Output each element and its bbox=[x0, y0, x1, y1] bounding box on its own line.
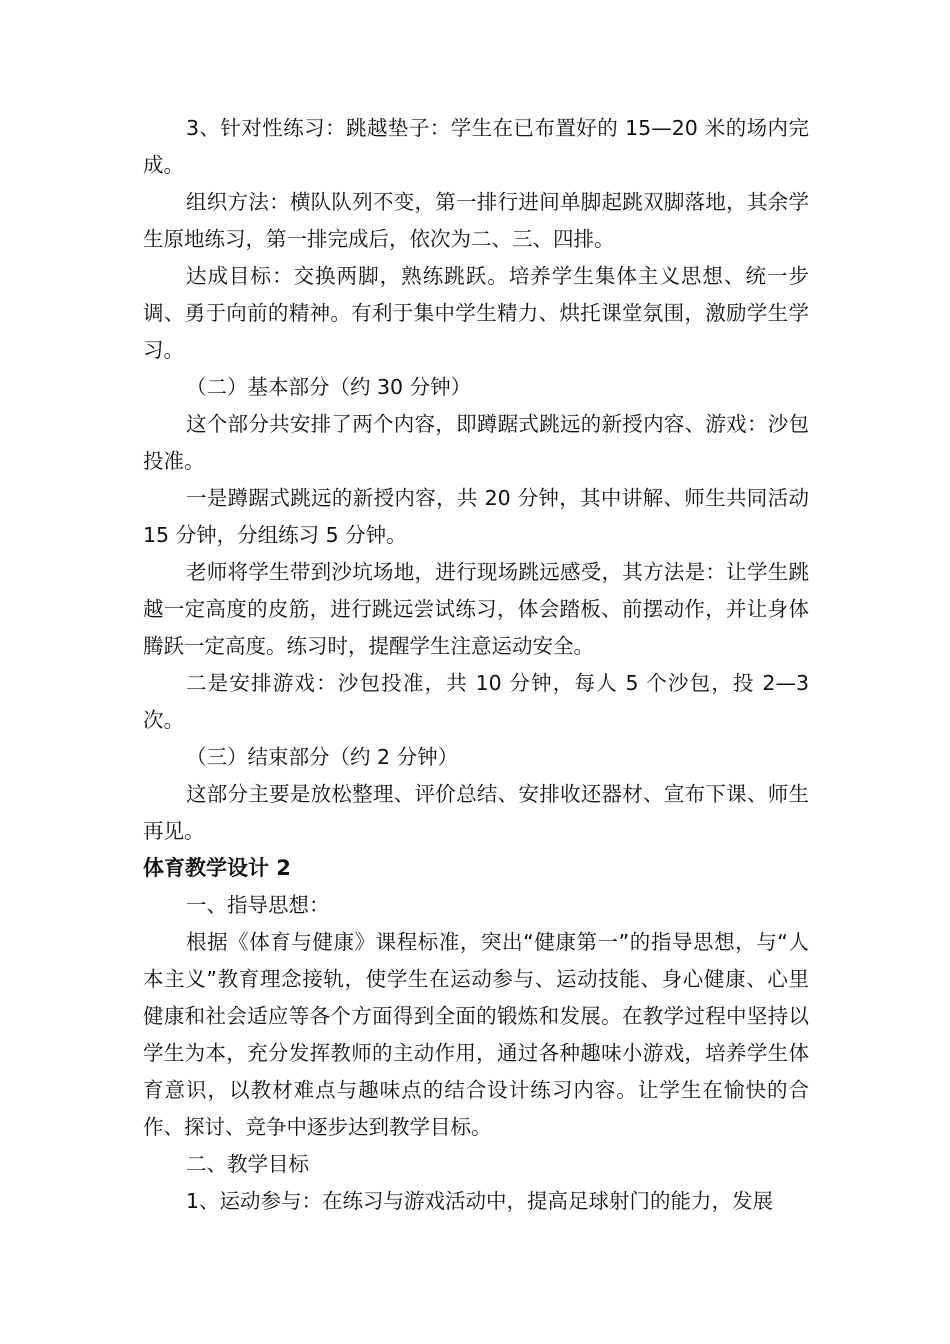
section-teaching-goals: 二、教学目标 bbox=[186, 1152, 309, 1176]
paragraph-sport-participation: 1、运动参与：在练习与游戏活动中，提高足球射门的能力，发展 bbox=[186, 1189, 774, 1213]
paragraph-practice: 3、针对性练习：跳越垫子：学生在已布置好的 15—20 米的场内完成。 bbox=[143, 116, 809, 177]
section-ending-part: （三）结束部分（约 2 分钟） bbox=[186, 745, 459, 769]
section-guiding-idea: 一、指导思想： bbox=[186, 893, 330, 917]
paragraph-guiding-idea: 根据《体育与健康》课程标准，突出“健康第一”的指导思想，与“人本主义”教育理念接轨，使学生在运动参与、运动技能、身心健康、心里健康和社会适应等各个方面得到全面的锻炼和发展。在教学过程中坚持以学生为本，充分发挥教师的主动作用，通过各种趣味小游戏，培养学生体育意识，以教材难点与趣味点的结合设计练习内容。让学生在愉快的合作、探讨、竞争中逐步达到教学目标。 bbox=[143, 930, 809, 1139]
paragraph-sandpit: 老师将学生带到沙坑场地，进行现场跳远感受，其方法是：让学生跳越一定高度的皮筋，进行跳远尝试练习，体会踏板、前摆动作，并让身体腾跃一定高度。练习时，提醒学生注意运动安全。 bbox=[143, 560, 809, 658]
document-page bbox=[143, 110, 809, 1220]
paragraph-game: 二是安排游戏：沙包投准，共 10 分钟，每人 5 个沙包，投 2—3 次。 bbox=[143, 671, 809, 732]
paragraph-organization: 组织方法：横队队列不变，第一排行进间单脚起跳双脚落地，其余学生原地练习，第一排完成后，依次为二、三、四排。 bbox=[143, 190, 809, 251]
paragraph-basic-content: 这个部分共安排了两个内容，即蹲踞式跳远的新授内容、游戏：沙包投准。 bbox=[143, 412, 809, 473]
paragraph-long-jump: 一是蹲踞式跳远的新授内容，共 20 分钟，其中讲解、师生共同活动 15 分钟，分组练习 5 分钟。 bbox=[143, 486, 809, 547]
document-heading: 体育教学设计 2 bbox=[143, 856, 291, 880]
paragraph-ending: 这部分主要是放松整理、评价总结、安排收还器材、宣布下课、师生再见。 bbox=[143, 782, 809, 843]
section-basic-part: （二）基本部分（约 30 分钟） bbox=[186, 375, 472, 399]
paragraph-goal: 达成目标：交换两脚，熟练跳跃。培养学生集体主义思想、统一步调、勇于向前的精神。有利于集中学生精力、烘托课堂氛围，激励学生学习。 bbox=[143, 264, 809, 362]
